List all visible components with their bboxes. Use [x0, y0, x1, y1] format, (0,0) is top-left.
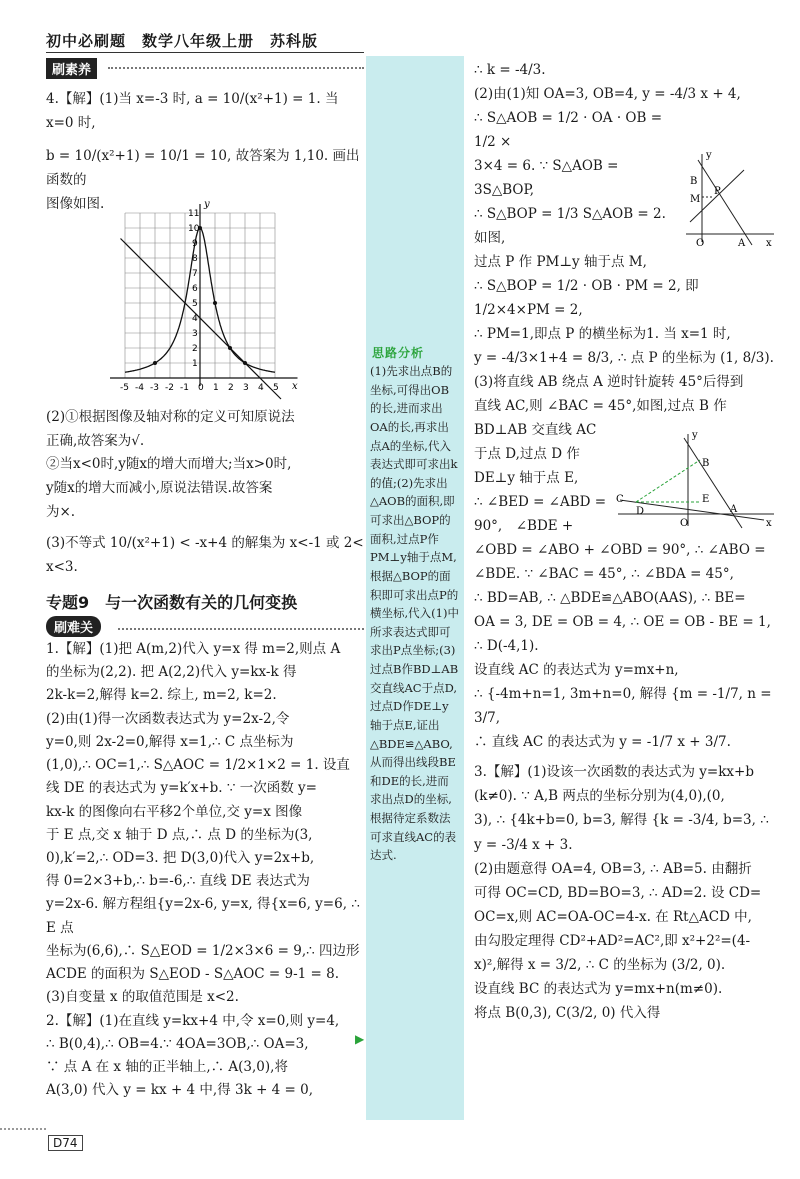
line-ab — [698, 160, 752, 245]
r-line: 设直线 AC 的表达式为 y=mx+n, — [474, 662, 679, 679]
r-line: x)²,解得 x = 3/2, ∴ C 的坐标为 (3/2, 0). — [474, 956, 726, 973]
r-line: ∴ S△BOP = 1/3 S△AOB = 2. 如图, — [474, 206, 666, 247]
r-line: BD⊥AB 交直线 AC — [474, 422, 597, 439]
r-line: ∴ {-4m+n=1, 3m+n=0, 解得 {m = -1/7, n = 3/7, — [474, 686, 772, 727]
page-number: D74 — [48, 1135, 83, 1151]
q4b-line: (3)不等式 10/(x²+1) < -x+4 的解集为 x<-1 或 2< — [46, 535, 364, 552]
y-tick-label: 7 — [192, 269, 198, 279]
r-line: 设直线 BC 的表达式为 y=mx+n(m≠0). — [474, 980, 723, 997]
y-tick-label: 10 — [188, 224, 200, 234]
q1-line: (1,0),∴ OC=1,∴ S△AOC = 1/2×1×2 = 1. 设直 — [46, 757, 350, 774]
r-line: ∴ BD=AB, ∴ △BDE≌△ABO(AAS), ∴ BE= — [474, 590, 746, 607]
q1-line: (2)由(1)得一次函数表达式为 y=2x-2,令 — [46, 710, 290, 727]
curve-point — [213, 301, 217, 305]
r-line: ∠OBD = ∠ABO + ∠OBD = 90°, ∴ ∠ABO = — [474, 542, 766, 559]
book-header: 初中必刷题 数学八年级上册 苏科版 — [46, 32, 319, 50]
x-tick-label: -2 — [165, 383, 174, 393]
q1-line: (3)自变量 x 的取值范围是 x<2. — [46, 989, 239, 1006]
fig2-label: M — [690, 194, 701, 205]
q1-line: 坐标为(6,6),∴ S△EOD = 1/2×3×6 = 9,∴ 四边形 — [46, 942, 360, 959]
x-tick-label: 4 — [258, 383, 264, 393]
r-line: 将点 B(0,3), C(3/2, 0) 代入得 — [474, 1004, 661, 1021]
y-tick-label: 2 — [192, 344, 198, 354]
q1-line: kx-k 的图像向右平移2个单位,交 y=x 图像 — [46, 803, 303, 820]
line-neg-x-plus-4 — [121, 239, 282, 400]
r-line: 可得 OC=CD, BD=BO=3, ∴ AD=2. 设 CD= — [474, 884, 762, 901]
r-line: ∴ 直线 AC 的表达式为 y = -1/7 x + 3/7. — [474, 734, 731, 751]
r-line: (3)将直线 AB 绕点 A 逆时针旋转 45°后得到 — [474, 374, 744, 391]
r-line: 3×4 = 6. ∵ S△AOB = 3S△BOP, — [474, 158, 619, 199]
hard-dots — [118, 628, 364, 630]
r-line: 3), ∴ {4k+b=0, b=3, 解得 {k = -3/4, b=3, ∴ y = -3/4 x + 3. — [474, 812, 769, 853]
fig3-label: y — [692, 430, 698, 441]
r-line: 直线 AC,则 ∠BAC = 45°,如图,过点 B 作 — [474, 398, 727, 415]
x-tick-label: -5 — [120, 383, 129, 393]
q1-line: 2k-k=2,解得 k=2. 综上, m=2, k=2. — [46, 687, 277, 704]
q1-line: y=0,则 2x-2=0,解得 x=1,∴ C 点坐标为 — [46, 733, 294, 750]
q1-line: y=2x-6. 解方程组{y=2x-6, y=x, 得{x=6, y=6, ∴ E 点 — [46, 896, 360, 936]
r-line: 90°, ∠BDE + — [474, 518, 574, 535]
fig2-label: O — [696, 238, 705, 249]
curve-point — [153, 361, 157, 365]
fig2-label: x — [766, 238, 772, 249]
analysis-text: (1)先求出点B的坐标,可得出OB的长,进而求出OA的长,再求出点A的坐标,代入表达式即可求出k的值;(2)先求出△AOB的面积,即可求出△BOP的面积,过点P作PM⊥y轴于点M,根据△BOP的面积即可求出点P的横坐标,代入(1)中所求表达式即可求出P点坐标;(3)过点B作BD⊥AB交直线AC于点D,过点D作DE⊥y轴于点E,证出△BDE≌△ABO,从而得出线段BE和DE的长,进而求出点D的坐标,根据待定系数法可求直线AC的表达式. — [370, 364, 459, 863]
x-tick-label: 2 — [228, 383, 234, 393]
y-tick-label: 6 — [192, 284, 198, 294]
fig3-label: D — [636, 506, 645, 517]
r-line: ∴ ∠BED = ∠ABD = — [474, 494, 607, 511]
q1-line: ACDE 的面积为 S△EOD - S△AOC = 9-1 = 8. — [46, 966, 340, 983]
y-tick-label: 5 — [192, 299, 198, 309]
q4-line: b = 10/(x²+1) = 10/1 = 10, 故答案为 1,10. 画出函数的 — [46, 148, 360, 188]
r-line: OC=x,则 AC=OA-OC=4-x. 在 Rt△ACD 中, — [474, 908, 752, 925]
r-line: ∴ S△AOB = 1/2 · OA · OB = 1/2 × — [474, 110, 663, 151]
r-line: ∴ D(-4,1). — [474, 638, 539, 655]
q1-line: 线 DE 的表达式为 y=k′x+b. ∵ 一次函数 y= — [46, 780, 317, 797]
q2-line: A(3,0) 代入 y = kx + 4 中,得 3k + 4 = 0, — [46, 1082, 314, 1099]
y-tick-label: 8 — [192, 254, 198, 264]
curve-point — [243, 361, 247, 365]
q1-line: 于 E 点,交 x 轴于 D 点,∴ 点 D 的坐标为(3, — [46, 826, 313, 843]
q1-line: 1.【解】(1)把 A(m,2)代入 y=x 得 m=2,则点 A — [46, 641, 341, 657]
q4b-line: (2)①根据图像及轴对称的定义可知原说法 — [46, 409, 295, 425]
r-line: ∠BDE. ∵ ∠BAC = 45°, ∴ ∠BDA = 45°, — [474, 566, 734, 583]
r-line: ∴ PM=1,即点 P 的横坐标为1. 当 x=1 时, — [474, 326, 731, 343]
left-column-q4b — [46, 406, 364, 579]
r-line: y = -4/3×1+4 = 8/3, ∴ 点 P 的坐标为 (1, 8/3). — [474, 350, 774, 367]
y-tick-label: 4 — [192, 314, 198, 324]
q4-line: 4.【解】(1)当 x=-3 时, a = 10/(x²+1) = 1. 当 x=0 时, — [46, 91, 339, 131]
fig3-label: x — [766, 518, 772, 529]
hard-tag: 刷难关 — [46, 616, 101, 637]
function-graph — [112, 199, 317, 402]
analysis-title: 思路分析 — [372, 346, 425, 360]
graph-grid — [110, 199, 298, 399]
page-dots — [0, 1128, 46, 1130]
r-line: (k≠0). ∵ A,B 两点的坐标分别为(4,0),(0, — [474, 788, 725, 805]
header-rule — [46, 52, 364, 53]
q4b-line: x<3. — [46, 558, 78, 575]
r-line: ∴ S△BOP = 1/2 · OB · PM = 2, 即 1/2×4×PM = 2, — [474, 278, 699, 319]
x-tick-label: 1 — [213, 383, 219, 393]
fig3-label: O — [680, 518, 689, 529]
fig3-label: B — [702, 458, 710, 469]
q1-line: 0),k′=2,∴ OD=3. 把 D(3,0)代入 y=2x+b, — [46, 849, 315, 866]
q4b-line: 为×. — [46, 503, 76, 520]
section-tag: 刷素养 — [46, 58, 97, 79]
figure-bop — [682, 150, 778, 250]
q4b-line: y随x的增大而减小,原说法错误.故答案 — [46, 479, 273, 496]
r-line: OA = 3, DE = OB = 4, ∴ OE = OB - BE = 1, — [474, 614, 771, 631]
y-tick-label: 1 — [192, 359, 198, 369]
q2-line: ∴ B(0,4),∴ OB=4.∵ 4OA=3OB,∴ OA=3, — [46, 1035, 309, 1052]
x-axis-label: x — [292, 381, 298, 392]
fig3-label: E — [702, 494, 710, 505]
q4b-line: 正确,故答案为√. — [46, 432, 145, 449]
r-line: (2)由题意得 OA=4, OB=3, ∴ AB=5. 由翻折 — [474, 860, 752, 877]
q4b-line: ②当x<0时,y随x的增大而增大;当x>0时, — [46, 456, 292, 473]
x-tick-label: -4 — [135, 383, 144, 393]
left-column-q1 — [46, 638, 364, 1102]
q4-line: 图像如图. — [46, 195, 105, 212]
y-tick-label: 3 — [192, 329, 198, 339]
r-line: 3.【解】(1)设该一次函数的表达式为 y=kx+b — [474, 764, 754, 781]
q2-line: ∵ 点 A 在 x 轴的正半轴上,∴ A(3,0),将 — [46, 1058, 288, 1075]
fig2-label: B — [690, 176, 698, 187]
line-bd — [636, 460, 700, 502]
x-tick-label: -1 — [180, 383, 189, 393]
y-axis-label: y — [204, 199, 210, 210]
fig2-label: P — [714, 186, 721, 197]
fig3-label: A — [730, 504, 738, 515]
y-tick-label: 11 — [188, 209, 200, 219]
r-line: 由勾股定理得 CD²+AD²=AC²,即 x²+2²=(4- — [474, 932, 751, 949]
curve-point — [228, 346, 232, 350]
fig2-label: A — [738, 238, 746, 249]
x-tick-label: 0 — [198, 383, 204, 393]
r-line: (2)由(1)知 OA=3, OB=4, y = -4/3 x + 4, — [474, 86, 741, 103]
fig2-label: y — [706, 150, 712, 161]
arrow-icon: ▶ — [355, 1032, 365, 1046]
r-line: DE⊥y 轴于点 E, — [474, 470, 579, 487]
left-column-q4 — [46, 88, 364, 216]
q2-line: 2.【解】(1)在直线 y=kx+4 中,令 x=0,则 y=4, — [46, 1012, 340, 1029]
x-tick-label: -3 — [150, 383, 159, 393]
q1-line: 得 0=2×3+b,∴ b=-6,∴ 直线 DE 表达式为 — [46, 873, 310, 890]
fig3-label: C — [616, 494, 624, 505]
section-dots — [108, 67, 364, 69]
figure-bde — [614, 430, 778, 530]
x-tick-label: 5 — [273, 383, 279, 393]
y-tick-label: 9 — [192, 239, 198, 249]
r-line: 过点 P 作 PM⊥y 轴于点 M, — [474, 254, 647, 271]
r-line: ∴ k = -4/3. — [474, 62, 546, 78]
topic-title: 专题9 与一次函数有关的几何变换 — [46, 593, 298, 612]
q1-line: 的坐标为(2,2). 把 A(2,2)代入 y=kx-k 得 — [46, 664, 297, 681]
r-line: 于点 D,过点 D 作 — [474, 446, 580, 463]
x-tick-label: 3 — [243, 383, 249, 393]
